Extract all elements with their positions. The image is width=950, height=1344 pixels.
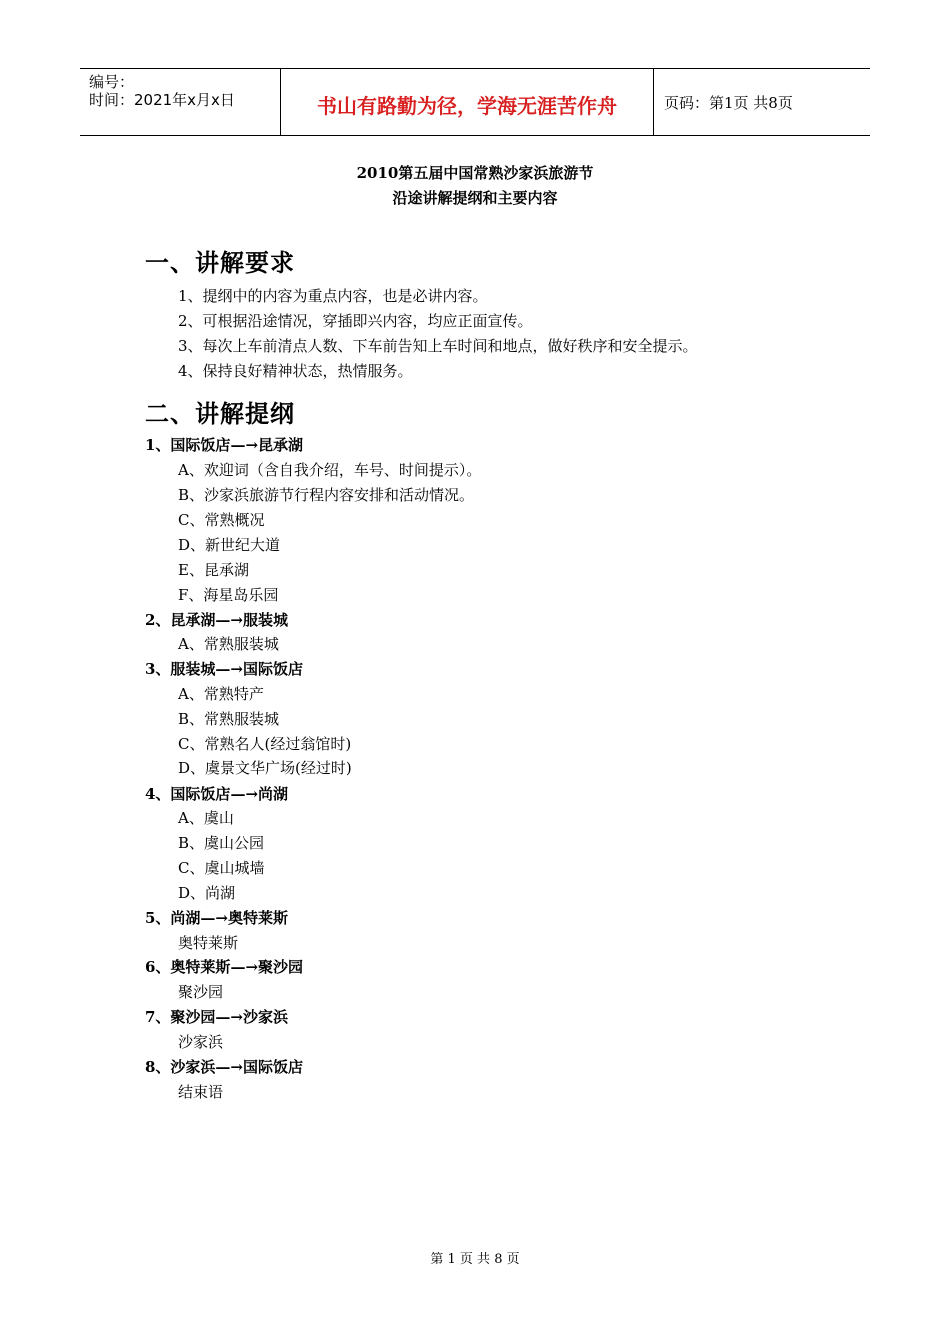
route-item: D、尚湖 xyxy=(178,884,236,902)
header-number: 编号： xyxy=(89,73,135,91)
section1-heading: 一、讲解要求 xyxy=(145,249,295,277)
route-title: 4、国际饭店—→尚湖 xyxy=(145,785,289,803)
route-item: 聚沙园 xyxy=(178,983,224,1001)
route-item: D、新世纪大道 xyxy=(178,536,281,554)
route-item: A、常熟特产 xyxy=(178,685,264,703)
route-title: 1、国际饭店—→昆承湖 xyxy=(145,436,304,454)
header-motto: 书山有路勤为径，学海无涯苦作舟 xyxy=(281,69,654,135)
route-item: 沙家浜 xyxy=(178,1033,224,1051)
route-item: 结束语 xyxy=(178,1083,224,1101)
route-item: A、欢迎词（含自我介绍，车号、时间提示）。 xyxy=(178,461,482,479)
route-item: A、虞山 xyxy=(178,809,234,827)
route-title: 5、尚湖—→奥特莱斯 xyxy=(145,909,289,927)
route-title: 3、服装城—→国际饭店 xyxy=(145,660,304,678)
section2-heading: 二、讲解提纲 xyxy=(145,400,295,428)
route-item: C、常熟概况 xyxy=(178,511,265,529)
route-title: 6、奥特莱斯—→聚沙园 xyxy=(145,958,304,976)
requirement-item: 2、可根据沿途情况，穿插即兴内容，均应正面宣传。 xyxy=(178,312,533,330)
route-title: 8、沙家浜—→国际饭店 xyxy=(145,1058,304,1076)
header-meta xyxy=(80,69,281,135)
route-item: C、虞山城墙 xyxy=(178,859,265,877)
route-item: E、昆承湖 xyxy=(178,561,249,579)
route-item: A、常熟服装城 xyxy=(178,635,279,653)
doc-title-line1: 2010第五届中国常熟沙家浜旅游节 xyxy=(356,164,594,182)
route-title: 2、昆承湖—→服装城 xyxy=(145,611,289,629)
route-item: B、虞山公园 xyxy=(178,834,265,852)
route-item: C、常熟名人(经过翁馆时) xyxy=(178,735,352,753)
requirement-item: 4、保持良好精神状态，热情服务。 xyxy=(178,362,413,380)
page-footer: 第 1 页 共 8 页 xyxy=(430,1252,520,1267)
requirement-item: 1、提纲中的内容为重点内容，也是必讲内容。 xyxy=(178,287,488,305)
route-item: 奥特莱斯 xyxy=(178,934,239,952)
page-header xyxy=(80,68,870,136)
requirement-item: 3、每次上车前清点人数、下车前告知上车时间和地点，做好秩序和安全提示。 xyxy=(178,337,698,355)
route-title: 7、聚沙园—→沙家浜 xyxy=(145,1008,289,1026)
doc-title-line2: 沿途讲解提纲和主要内容 xyxy=(392,189,558,207)
route-item: B、常熟服装城 xyxy=(178,710,280,728)
header-time: 时间：2021年x月x日 xyxy=(89,91,235,109)
header-page-info: 页码：第1页 共8页 xyxy=(664,93,793,112)
route-item: B、沙家浜旅游节行程内容安排和活动情况。 xyxy=(178,486,475,504)
route-item: D、虞景文华广场(经过时) xyxy=(178,759,352,777)
route-item: F、海星岛乐园 xyxy=(178,586,279,604)
